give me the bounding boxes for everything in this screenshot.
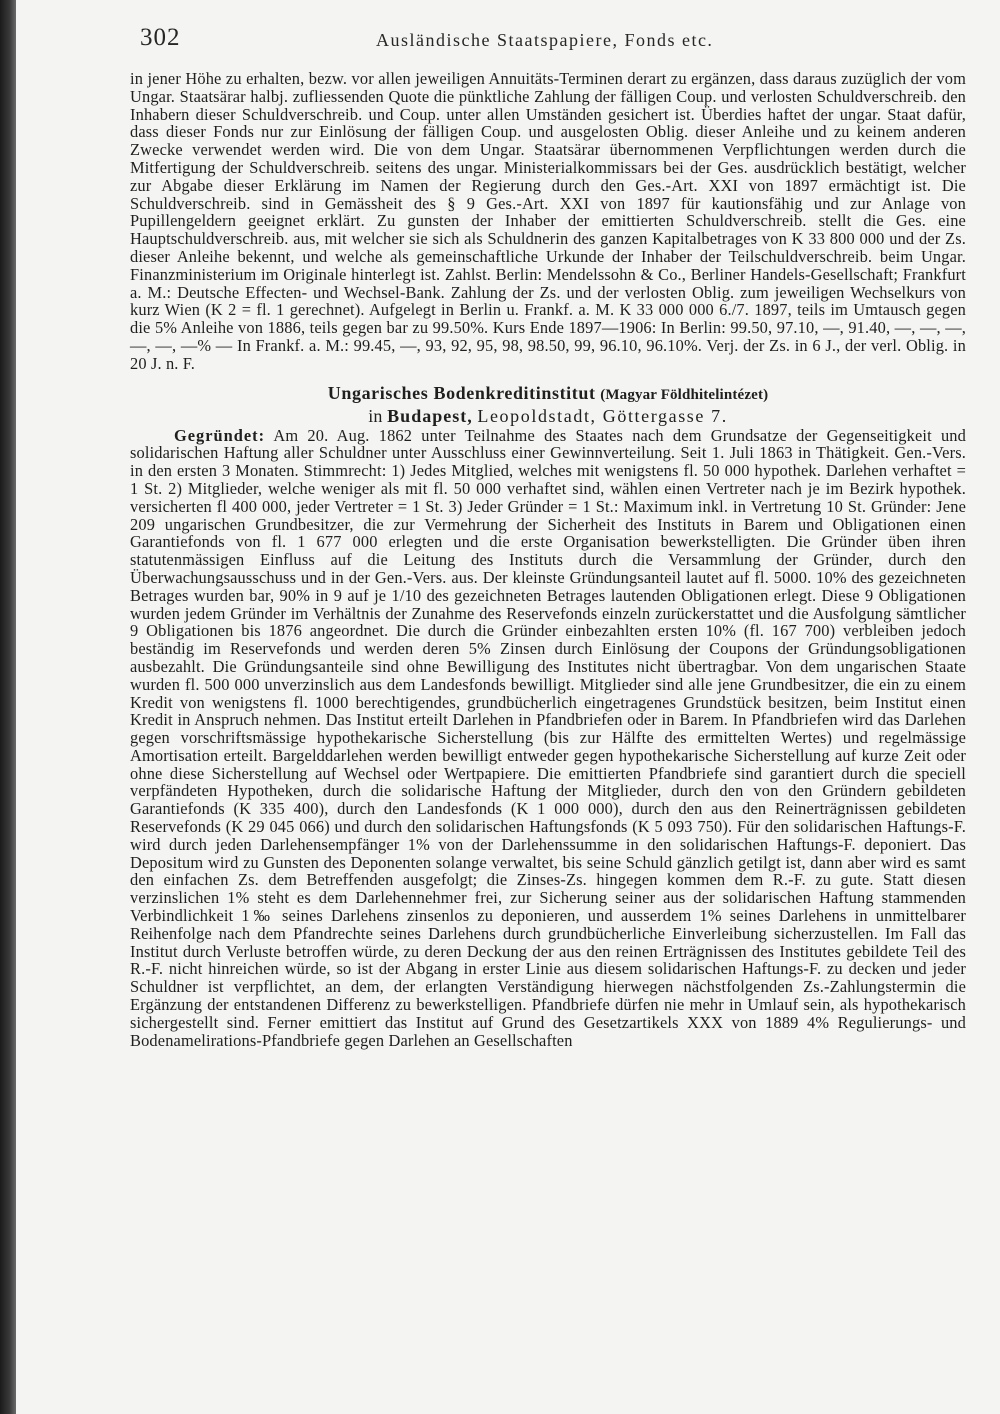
institution-name-hungarian: (Magyar Földhitelintézet) bbox=[600, 386, 769, 403]
section-location bbox=[130, 406, 966, 427]
spacer bbox=[130, 373, 966, 383]
street-address: Leopoldstadt, Göttergasse 7. bbox=[477, 405, 728, 426]
paragraph-institute-description bbox=[130, 427, 966, 1050]
paragraph-lead: Gegründet: bbox=[174, 425, 266, 445]
running-header bbox=[140, 24, 980, 56]
body-text bbox=[130, 70, 966, 1049]
paragraph-bond-terms: in jener Höhe zu erhalten, bezw. vor allen jeweiligen Annuitäts-Terminen derart zu ergänzen, dass daraus zuzüglich der vom Ungar. Staatsärar halbj. zufliessenden Quote die pünktliche Zahlung der fälligen Coup. und verlosten Schuldverschreib. den Inhabern dieser Schuldverschreib. und Coup. unter allen Umständen gesichert ist. Überdies haftet der ungar. Staat dafür, dass dieser Fonds nur zur Einlösung der fälligen Coup. und ausgelosten Oblig. dieser Anleihe und zu keinem anderen Zwecke verwendet werden wird. Die von dem Ungar. Staatsärar übernommenen Verpflichtungen werden durch die Mitfertigung der Schuldverschreib. seitens des ungar. Ministerialkommissars bei der Ges. ausdrücklich bestätigt, welcher zur Abgabe dieser Erklärung im Namen der Regierung durch den Ges.-Art. XXI von 1897 ermächtigt ist. Die Schuldverschreib. sind in Gemässheit des § 9 Ges.-Art. XXI von 1897 für kautionsfähig und zur Anlage von Pupillengeldern geeignet erklärt. Zu gunsten der Inhaber der emittierten Schuldverschreib. stellt die Ges. eine Hauptschuldverschreib. aus, mit welcher sie sich als Schuldnerin des ganzen Kapitalbetrages von K 33 800 000 und der Zs. dieser Anleihe bekennt, und welche als gemeinschaftliche Urkunde der Inhaber der Teilschuldverschreib. beim Ungar. Finanzministerium im Originale hinterlegt ist. Zahlst. Berlin: Mendelssohn & Co., Berliner Handels-Gesellschaft; Frankfurt a. M.: Deutsche Effecten- und Wechsel-Bank. Zahlung der Zs. und der verlosten Oblig. zum jeweiligen Wechselkurs von kurz Wien (K 2 = fl. 1 gerechnet). Aufgelegt in Berlin u. Frankf. a. M. K 33 000 000 6./7. 1897, teils im Umtausch gegen die 5% Anleihe von 1886, teils gegen bar zu 99.50%. Kurs Ende 1897—1906: In Berlin: 99.50, 97.10, —, 91.40, —, —, —, —, —, —% — In Frankf. a. M.: 99.45, —, 93, 92, 95, 98, 98.50, 99, 96.10, 96.10%. Verj. der Zs. in 6 J., der verl. Oblig. in 20 J. n. F. bbox=[130, 69, 966, 373]
scan-margin-shadow bbox=[0, 0, 16, 1414]
location-prefix: in bbox=[368, 405, 383, 426]
section-heading bbox=[130, 383, 966, 406]
paragraph-text: Am 20. Aug. 1862 unter Teilnahme des Staates nach dem Grundsatze der Gegenseitigkeit und solidarischen Haftung aller Schuldner unter Ausschluss einer Gewinnverteilung. Seit 1. Juli 1863 in Thätigkeit. Gen.-Vers. in den ersten 3 Monaten. Stimmrecht: 1) Jedes Mitglied, welches mit wenigstens fl. 50 000 hypothek. Darlehen verhaftet = 1 St. 2) Mitglieder, welche weniger als mit fl. 50 000 verhaftet sind, wählen einen Vertreter nach je im Bezirk hypothek. versicherten fl 400 000, jeder Vertreter = 1 St. 3) Jeder Gründer = 1 St.: Maximum inkl. in Vertretung 10 St. Gründer: Jene 209 ungarischen Grundbesitzer, die zur Vermehrung der Sicherheit des Instituts in Barem und Obligationen einen Garantiefonds von fl. 1 677 000 erlegten und die erste Organisation bewerkstelligten. Die Gründer üben ihren statutenmässigen Einfluss auf die Leitung des Instituts durch die Versammlung der Gründer, durch den Überwachungsausschuss und in der Gen.-Vers. aus. Der kleinste Gründungsanteil lautet auf fl. 5000. 10% des gezeichneten Betrages wurden bar, 90% in 9 auf je 1/10 des gezeichneten Betrages lautenden Obligationen erlegt. Diese 9 Obligationen wurden jedem Gründer im Verhältnis der Zunahme des Reservefonds einzeln zurückerstattet und die Ausfolgung sämtlicher 9 Obligationen bis 1876 angeordnet. Die durch die Gründer einbezahlten ersten 10% (fl. 167 700) verbleiben jedoch beständig im Reservefonds und werden deren 5% Zinsen durch Einlösung der Coupons der Gründungsobligationen ausbezahlt. Die Gründungsanteile sind ohne Bewilligung des Institutes nicht übertragbar. Von dem ungarischen Staate wurden fl. 500 000 unverzinslich aus dem Landesfonds bewilligt. Mitglieder sind alle jene Grundbesitzer, die ein zu einem Kredit von wenigstens fl. 1000 berechtigendes, grundbücherlich eingetragenes Grundstück besitzen, beim Institut einen Kredit in Anspruch nehmen. Das Institut erteilt Darlehen in Pfandbriefen oder in Barem. In Pfandbriefen wird das Darlehen gegen vorschriftsmässige hypothekarische Sicherstellung (bis zur Hälfte des ermittelten Wertes) und regelmässige Amortisation erteilt. Bargelddarlehen werden bewilligt entweder gegen hypothekarische Sicherstellung auf kurze Zeit oder ohne diese Sicherstellung auf Wechsel oder Wertpapiere. Die emittierten Pfandbriefe sind garantiert durch die speciell verpfändeten Hypotheken, durch die solidarische Haftung der Mitglieder, durch den von den Gründern gebildeten Garantiefonds (K 335 400), durch den Landesfonds (K 1 000 000), durch den aus den Reinerträgnissen gebildeten Reservefonds (K 29 045 066) und durch den solidarischen Haftungsfonds (K 5 093 750). Für den solidarischen Haftungs-F. wird durch jeden Darlehensempfänger 1% von der Darlehenssumme in den solidarischen Haftungs-F. deponiert. Das Depositum wird zu Gunsten des Deponenten solange verwaltet, bis seine Schuld gänzlich getilgt ist, dann aber wird es samt den einfachen Zs. dem Betreffenden ausgefolgt; die Zinses-Zs. hingegen kommen dem R.-F. zu gute. Statt diesen verzinslichen 1% steht es dem Darlehennehmer frei, zur Sicherung seiner aus der solidarischen Haftung stammenden Verbindlichkeit 1‰ seines Darlehens zinsenlos zu deponieren, und ausserdem 1% seines Darlehens in unmittelbarer Reihenfolge nach dem Pfandrechte seines Darlehens durch grundbücherliche Einverleibung sicherzustellen. Im Fall das Institut durch Verluste betroffen würde, zu deren Deckung der aus den reinen Erträgnissen des Institutes gebildete Teil des R.-F. nicht hinreichen würde, so ist der Abgang in erster Linie aus diesem solidarischen Haftungs-F. zu decken und jeder Schuldner ist verpflichtet, an dem, der erlangten Verständigung hierwegen nächstfolgenden Zs.-Zahlungstermin die Ergänzung der entstandenen Differenz zu bewerkstelligen. Pfandbriefe dürfen nie mehr in Umlauf sein, als hypothekarisch sichergestellt sind. Ferner emittiert das Institut auf Grund des Gesetzartikels XXX von 1889 4% Regulierungs- und Bodenamelirations-Pfandbriefe gegen Darlehen an Gesellschaften bbox=[130, 425, 966, 1050]
running-title: Ausländische Staatspapiere, Fonds etc. bbox=[376, 30, 714, 50]
city-name: Budapest, bbox=[387, 405, 473, 426]
document-page bbox=[16, 0, 1000, 1414]
institution-name: Ungarisches Bodenkreditinstitut bbox=[327, 382, 596, 403]
page-number: 302 bbox=[140, 24, 181, 51]
